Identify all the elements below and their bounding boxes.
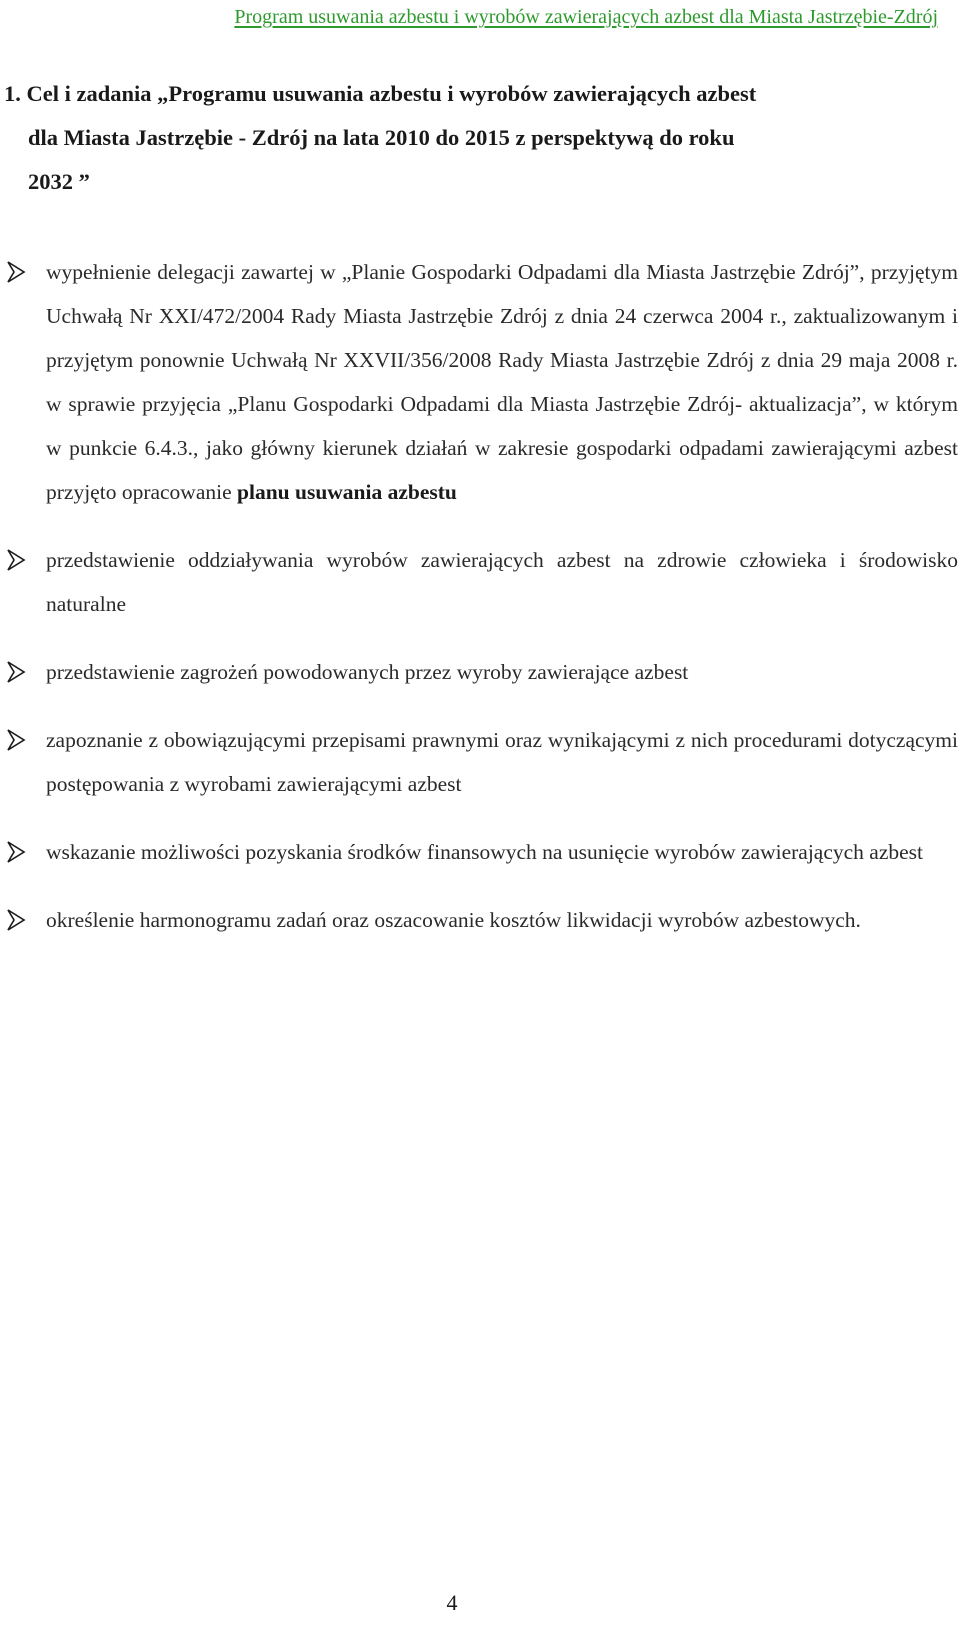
list-item-text: przedstawienie zagrożeń powodowanych przez wyroby zawierające azbest [46, 660, 689, 684]
list-item-text: wskazanie możliwości pozyskania środków finansowych na usunięcie wyrobów zawierających azbest [46, 840, 924, 864]
arrowhead-bullet-icon [6, 840, 26, 864]
arrowhead-bullet-icon [6, 908, 26, 932]
running-header: Program usuwania azbestu i wyrobów zawierających azbest dla Miasta Jastrzębie-Zdrój [234, 6, 938, 28]
list-item [0, 898, 958, 942]
list-item-bold-text: planu usuwania azbestu [237, 480, 457, 504]
list-item [0, 538, 958, 626]
section-title-line-1 [4, 72, 922, 116]
objectives-list [0, 250, 960, 942]
arrowhead-bullet-icon [6, 260, 26, 284]
section-title-line-3: 2032 ” [28, 169, 90, 194]
list-item [0, 830, 958, 874]
arrowhead-bullet-icon [6, 728, 26, 752]
section-title-line-2: dla Miasta Jastrzębie - Zdrój na lata 2010 do 2015 z perspektywą do roku [28, 125, 735, 150]
page-number: 4 [446, 1590, 458, 1615]
list-item-text: zapoznanie z obowiązującymi przepisami prawnymi oraz wynikającymi z nich procedurami dotyczącymi postępowania z wyrobami zawierającymi azbest [46, 728, 958, 796]
list-item [0, 250, 958, 514]
section-title [4, 72, 922, 204]
list-item [0, 650, 958, 694]
list-item [0, 718, 958, 806]
arrowhead-bullet-icon [6, 548, 26, 572]
section-number: 1. [4, 81, 21, 106]
list-item-text: przedstawienie oddziaływania wyrobów zawierających azbest na zdrowie człowieka i środowisko naturalne [46, 548, 958, 616]
section-title-text-1: Cel i zadania „Programu usuwania azbestu i wyrobów zawierających azbest [26, 81, 757, 106]
arrowhead-bullet-icon [6, 660, 26, 684]
list-item-text: określenie harmonogramu zadań oraz oszacowanie kosztów likwidacji wyrobów azbestowych. [46, 908, 861, 932]
list-item-text: wypełnienie delegacji zawartej w „Planie Gospodarki Odpadami dla Miasta Jastrzębie Zdrój”, przyjętym Uchwałą Nr XXI/472/2004 Rady Miasta Jastrzębie Zdrój z dnia 24 czerwca 2004 r., zaktualizowanym i przyjętym ponownie Uchwałą Nr XXVII/356/2008 Rady Miasta Jastrzębie Zdrój z dnia 29 maja 2008 r. w sprawie przyjęcia „Planu Gospodarki Odpadami dla Miasta Jastrzębie Zdrój- aktualizacja”, w którym w punkcie 6.4.3., jako główny kierunek działań w zakresie gospodarki odpadami zawierającymi azbest przyjęto opracowanie [46, 260, 958, 504]
